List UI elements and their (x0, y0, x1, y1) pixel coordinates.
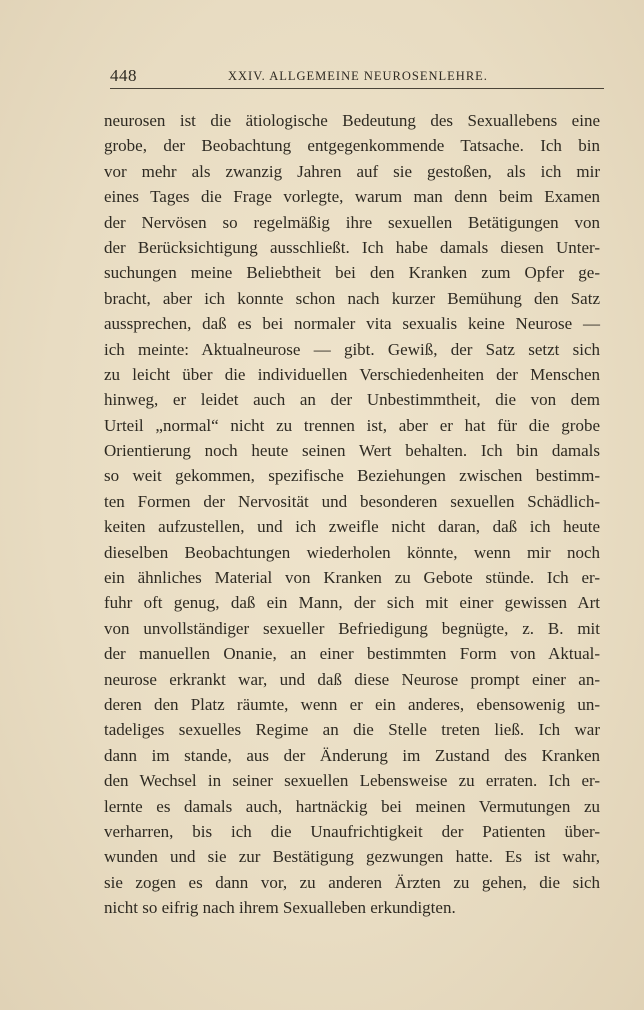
text-line: lernte es damals auch, hartnäckig bei meinen Vermutungen zu (104, 796, 600, 816)
text-line-last: nicht so eifrig nach ihrem Sexualleben erkundigten. (104, 898, 456, 918)
text-line: suchungen meine Beliebtheit bei den Kranken zum Opfer ge- (104, 263, 600, 283)
text-line: tadeliges sexuelles Regime an die Stelle treten ließ. Ich war (104, 720, 600, 740)
text-line: sie zogen es dann vor, zu anderen Ärzten zu gehen, die sich (104, 872, 600, 892)
text-line: eines Tages die Frage vorlegte, warum man denn beim Examen (104, 187, 600, 207)
text-line: ich meinte: Aktualneurose — gibt. Gewiß, der Satz setzt sich (104, 339, 600, 359)
text-line: grobe, der Beobachtung entgegenkommende Tatsache. Ich bin (104, 136, 600, 156)
text-line: dieselben Beobachtungen wiederholen könnte, wenn mir noch (104, 542, 600, 562)
text-line: der Nervösen so regelmäßig ihre sexuellen Betätigungen von (104, 212, 600, 232)
text-line: bracht, aber ich konnte schon nach kurzer Bemühung den Satz (104, 288, 600, 308)
body-text (104, 108, 600, 921)
text-line: ein ähnliches Material von Kranken zu Gebote stünde. Ich er- (104, 568, 600, 588)
text-line: wunden und sie zur Bestätigung gezwungen hatte. Es ist wahr, (104, 847, 600, 867)
page-number: 448 (110, 66, 137, 85)
text-line: Orientierung noch heute seinen Wert behalten. Ich bin damals (104, 441, 600, 461)
text-line: aussprechen, daß es bei normaler vita sexualis keine Neurose — (104, 314, 600, 334)
text-line: den Wechsel in seiner sexuellen Lebensweise zu erraten. Ich er- (104, 771, 600, 791)
text-line: vor mehr als zwanzig Jahren auf sie gestoßen, als ich mir (104, 161, 600, 181)
text-line: von unvollständiger sexueller Befriedigung begnügte, z. B. mit (104, 618, 600, 638)
text-line: deren den Platz räumte, wenn er ein anderes, ebensowenig un- (104, 694, 600, 714)
text-line: ten Formen der Nervosität und besonderen sexuellen Schädlich- (104, 491, 600, 511)
page-header (110, 66, 604, 89)
text-line: zu leicht über die individuellen Verschiedenheiten der Menschen (104, 364, 600, 384)
text-line: so weit gekommen, spezifische Beziehungen zwischen bestimm- (104, 466, 600, 486)
running-head: XXIV. ALLGEMEINE NEUROSENLEHRE. (228, 69, 488, 83)
text-line: neurosen ist die ätiologische Bedeutung des Sexuallebens eine (104, 111, 600, 130)
text-line: der manuellen Onanie, an einer bestimmten Form von Aktual- (104, 644, 600, 664)
text-line: keiten aufzustellen, und ich zweifle nicht daran, daß ich heute (104, 517, 600, 537)
text-line: Urteil „normal“ nicht zu trennen ist, aber er hat für die grobe (104, 415, 600, 435)
text-line: fuhr oft genug, daß ein Mann, der sich mit einer gewissen Art (104, 593, 600, 613)
text-line: hinweg, er leidet auch an der Unbestimmtheit, die von dem (104, 390, 600, 410)
text-line: dann im stande, aus der Änderung im Zustand des Kranken (104, 745, 600, 765)
text-line: neurose erkrankt war, und daß diese Neurose prompt einer an- (104, 669, 600, 689)
text-line: der Berücksichtigung ausschließt. Ich habe damals diesen Unter- (104, 237, 600, 257)
text-line: verharren, bis ich die Unaufrichtigkeit der Patienten über- (104, 821, 600, 841)
